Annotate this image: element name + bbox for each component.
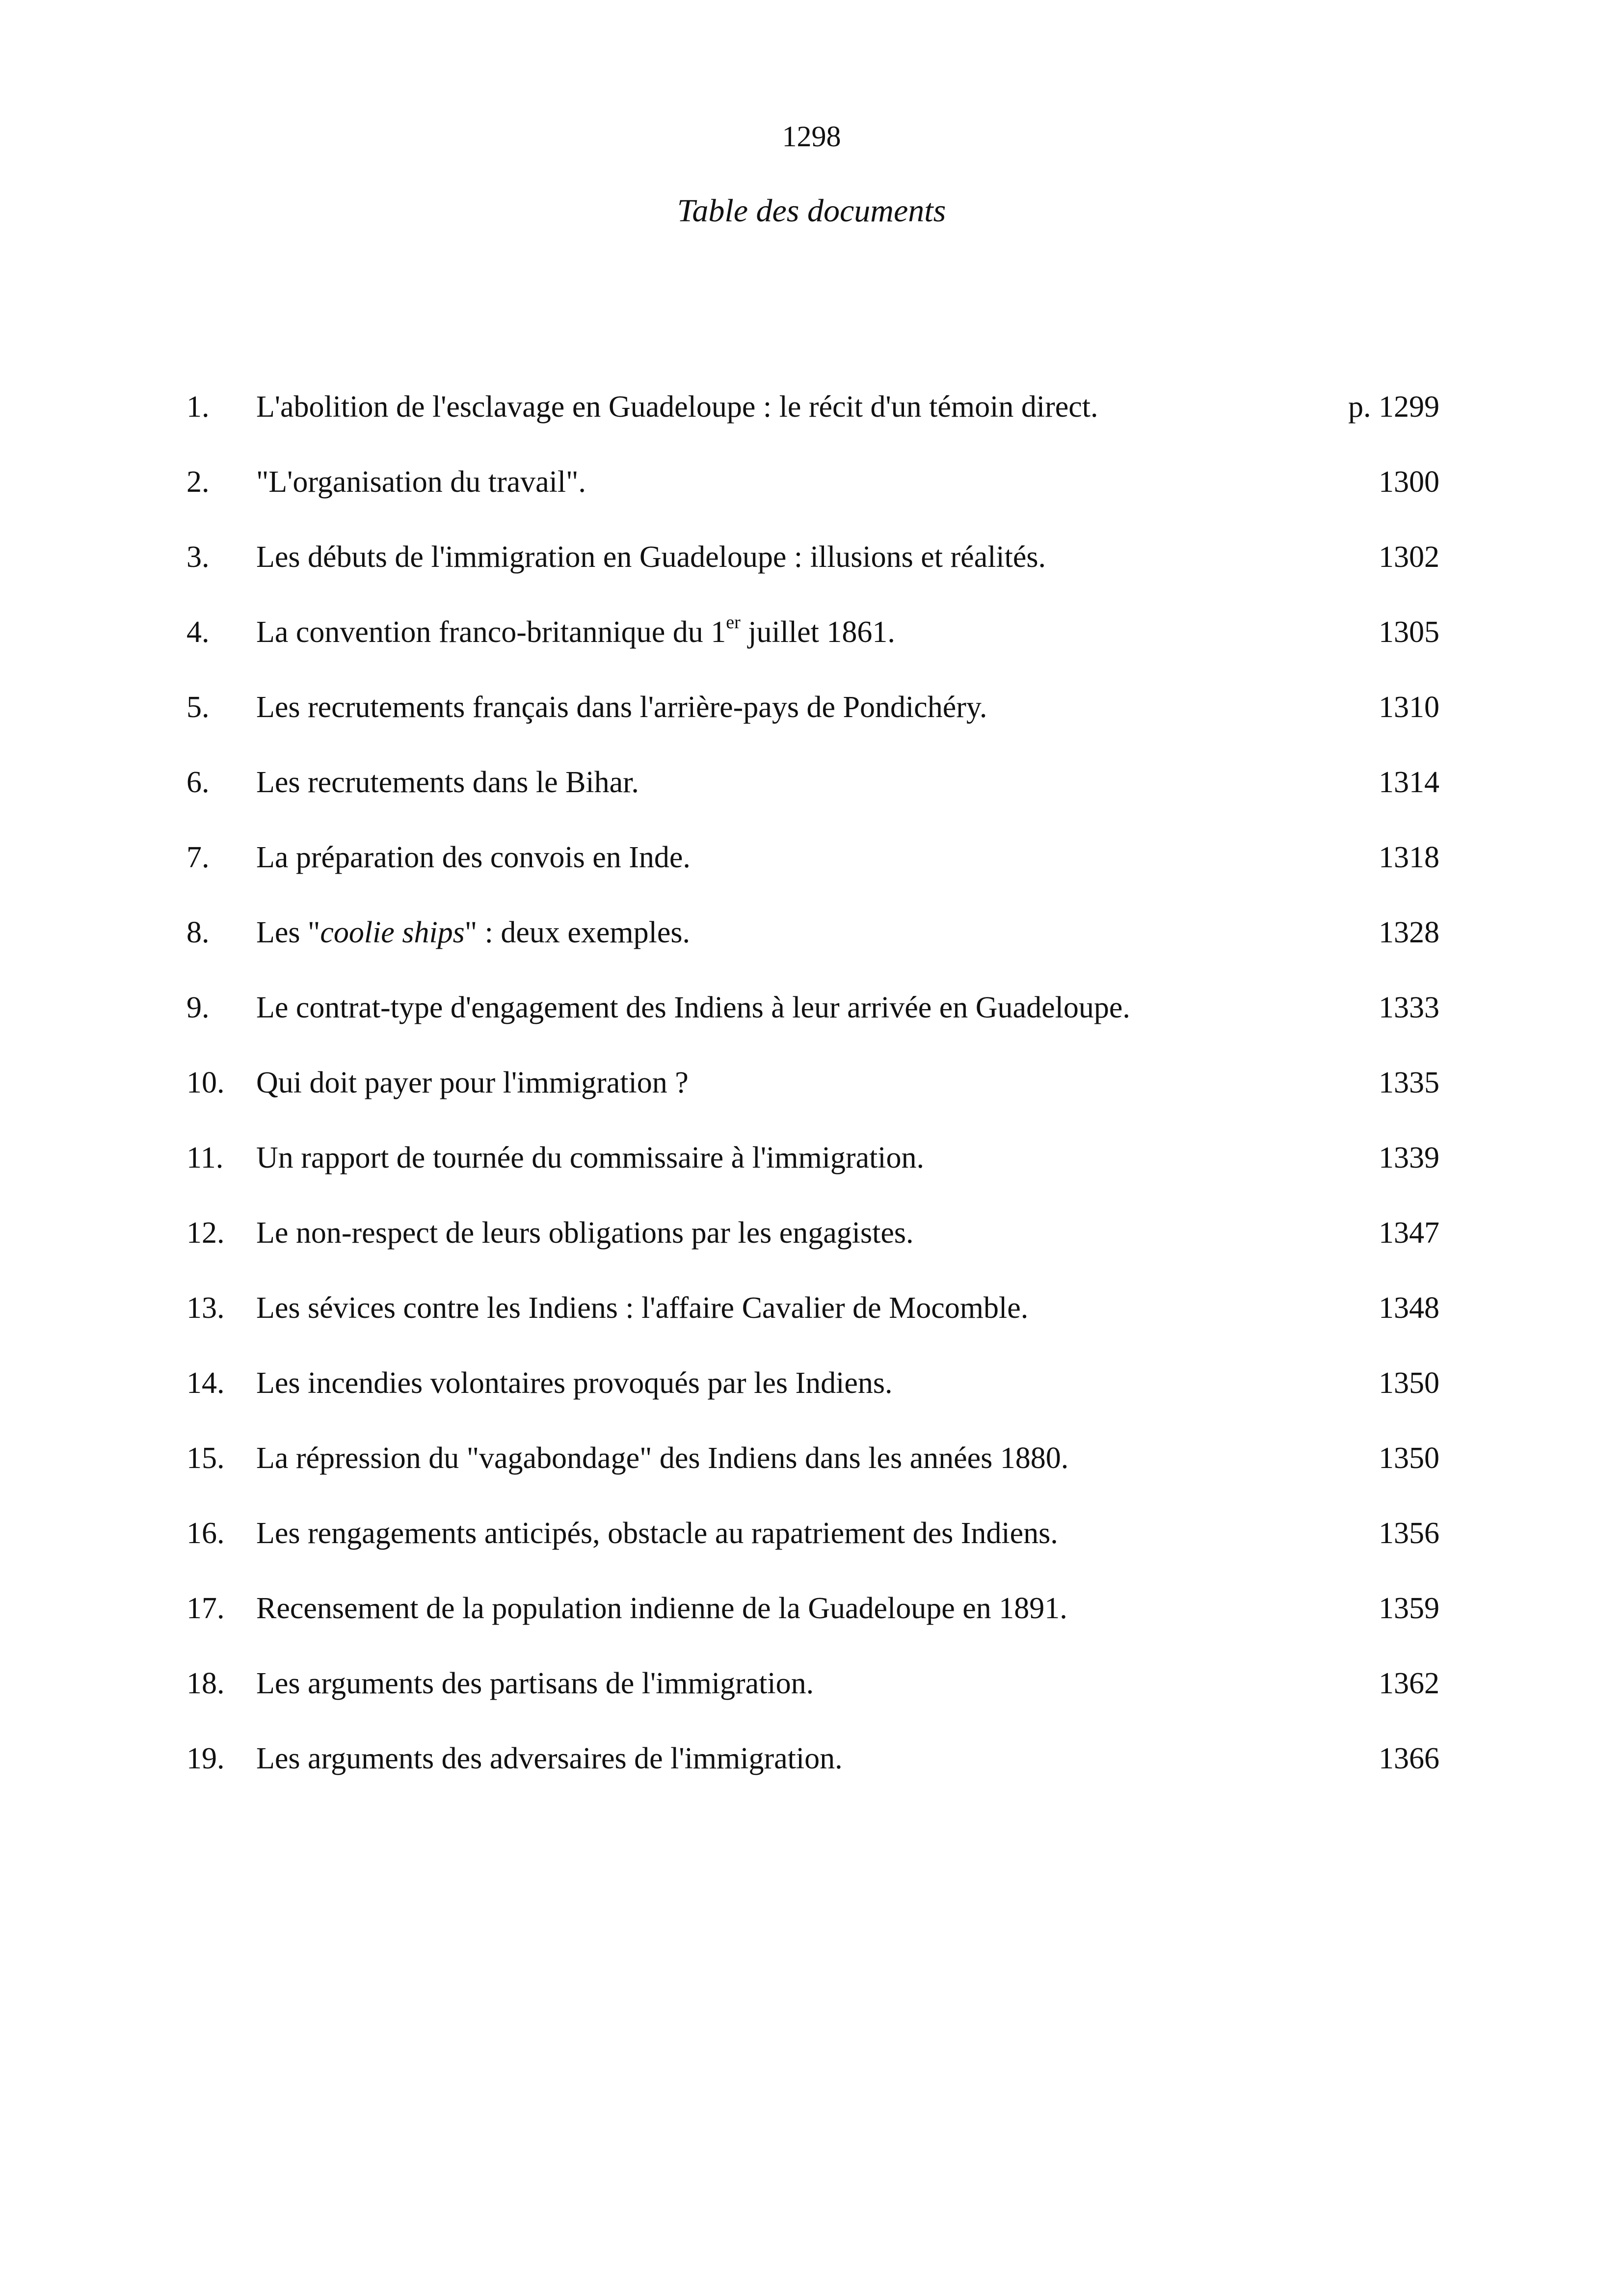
toc-entry-title-start: La convention franco-britannique du 1 (256, 615, 726, 649)
toc-entry-number: 15. (186, 1442, 225, 1475)
toc-entry-title (256, 610, 895, 654)
toc-entry (0, 986, 1623, 1061)
toc-entry-title: Un rapport de tournée du commissaire à l'immigration. (256, 1141, 925, 1175)
toc-entry-page: 1350 (1379, 1442, 1439, 1475)
toc-entry-number: 16. (186, 1517, 225, 1550)
toc-entry-number: 12. (186, 1216, 225, 1250)
toc-entry-title: Les arguments des partisans de l'immigration. (256, 1667, 814, 1700)
toc-entry-number: 18. (186, 1667, 225, 1700)
toc-entry-number: 13. (186, 1291, 225, 1325)
toc-entry (0, 535, 1623, 610)
toc-entry (0, 685, 1623, 760)
toc-entry-page: 1333 (1379, 991, 1439, 1024)
table-of-contents (0, 385, 1623, 1812)
toc-entry-page: 1356 (1379, 1517, 1439, 1550)
ordinal-superscript: er (726, 612, 741, 633)
toc-entry-title: Le non-respect de leurs obligations par les engagistes. (256, 1216, 914, 1250)
toc-entry-title: "L'organisation du travail". (256, 465, 586, 499)
toc-entry (0, 1061, 1623, 1136)
toc-entry-number: 8. (186, 916, 210, 949)
toc-entry-page: 1314 (1379, 766, 1439, 799)
toc-entry-title: L'abolition de l'esclavage en Guadeloupe : le récit d'un témoin direct. (256, 390, 1098, 424)
toc-entry-page: 1300 (1379, 465, 1439, 499)
toc-entry-number: 19. (186, 1742, 225, 1775)
toc-entry-number: 2. (186, 465, 210, 499)
toc-entry-title: Le contrat-type d'engagement des Indiens à leur arrivée en Guadeloupe. (256, 991, 1130, 1024)
toc-entry (0, 610, 1623, 685)
toc-entry-page: 1302 (1379, 540, 1439, 574)
toc-entry-page: 1318 (1379, 841, 1439, 874)
toc-entry-title: La préparation des convois en Inde. (256, 841, 691, 874)
toc-entry-number: 5. (186, 691, 210, 724)
toc-entry-page: 1328 (1379, 916, 1439, 949)
toc-entry-title: Les sévices contre les Indiens : l'affaire Cavalier de Mocomble. (256, 1291, 1029, 1325)
toc-entry-title-end: " : deux exemples. (464, 916, 690, 949)
toc-entry-page: 1348 (1379, 1291, 1439, 1325)
toc-entry (0, 760, 1623, 835)
toc-entry-page: p. 1299 (1348, 390, 1439, 424)
toc-entry-title: Recensement de la population indienne de la Guadeloupe en 1891. (256, 1592, 1067, 1625)
toc-entry (0, 910, 1623, 986)
toc-entry-page: 1350 (1379, 1366, 1439, 1400)
toc-entry-page: 1359 (1379, 1592, 1439, 1625)
toc-entry-number: 11. (186, 1141, 224, 1175)
toc-entry-title: Qui doit payer pour l'immigration ? (256, 1066, 689, 1099)
toc-entry-number: 4. (186, 615, 210, 649)
toc-entry-number: 7. (186, 841, 210, 874)
toc-entry-title (256, 910, 690, 955)
toc-entry-title-end: juillet 1861. (740, 615, 895, 649)
toc-entry-title: Les recrutements dans le Bihar. (256, 766, 639, 799)
toc-entry-page: 1347 (1379, 1216, 1439, 1250)
toc-entry-number: 10. (186, 1066, 225, 1099)
toc-entry-title: La répression du "vagabondage" des Indiens dans les années 1880. (256, 1442, 1069, 1475)
toc-entry (0, 1211, 1623, 1286)
toc-entry-page: 1362 (1379, 1667, 1439, 1700)
toc-entry-number: 9. (186, 991, 210, 1024)
toc-entry (0, 1136, 1623, 1211)
toc-entry-title: Les recrutements français dans l'arrière-pays de Pondichéry. (256, 691, 987, 724)
toc-entry-title: Les rengagements anticipés, obstacle au rapatriement des Indiens. (256, 1517, 1058, 1550)
toc-entry (0, 385, 1623, 460)
toc-entry (0, 1361, 1623, 1436)
toc-entry (0, 1511, 1623, 1586)
toc-entry-page: 1310 (1379, 691, 1439, 724)
toc-entry (0, 1436, 1623, 1511)
toc-entry-page: 1339 (1379, 1141, 1439, 1175)
toc-entry-title: Les incendies volontaires provoqués par les Indiens. (256, 1366, 893, 1400)
toc-entry (0, 1661, 1623, 1736)
toc-entry-page: 1305 (1379, 615, 1439, 649)
toc-entry-number: 17. (186, 1592, 225, 1625)
toc-entry-number: 3. (186, 540, 210, 574)
toc-entry (0, 1586, 1623, 1661)
toc-entry-title: Les arguments des adversaires de l'immigration. (256, 1742, 843, 1775)
toc-entry-title: Les débuts de l'immigration en Guadeloupe : illusions et réalités. (256, 540, 1046, 574)
toc-entry (0, 835, 1623, 910)
toc-entry-title-italic: coolie ships (320, 916, 465, 949)
toc-entry-number: 6. (186, 766, 210, 799)
toc-entry-page: 1335 (1379, 1066, 1439, 1099)
toc-entry (0, 1286, 1623, 1361)
toc-entry-page: 1366 (1379, 1742, 1439, 1775)
page-title: Table des documents (677, 193, 946, 229)
toc-entry (0, 460, 1623, 535)
toc-entry-number: 1. (186, 390, 210, 424)
toc-entry-number: 14. (186, 1366, 225, 1400)
toc-entry (0, 1736, 1623, 1812)
page-number: 1298 (782, 120, 841, 153)
toc-entry-title-start: Les " (256, 916, 320, 949)
